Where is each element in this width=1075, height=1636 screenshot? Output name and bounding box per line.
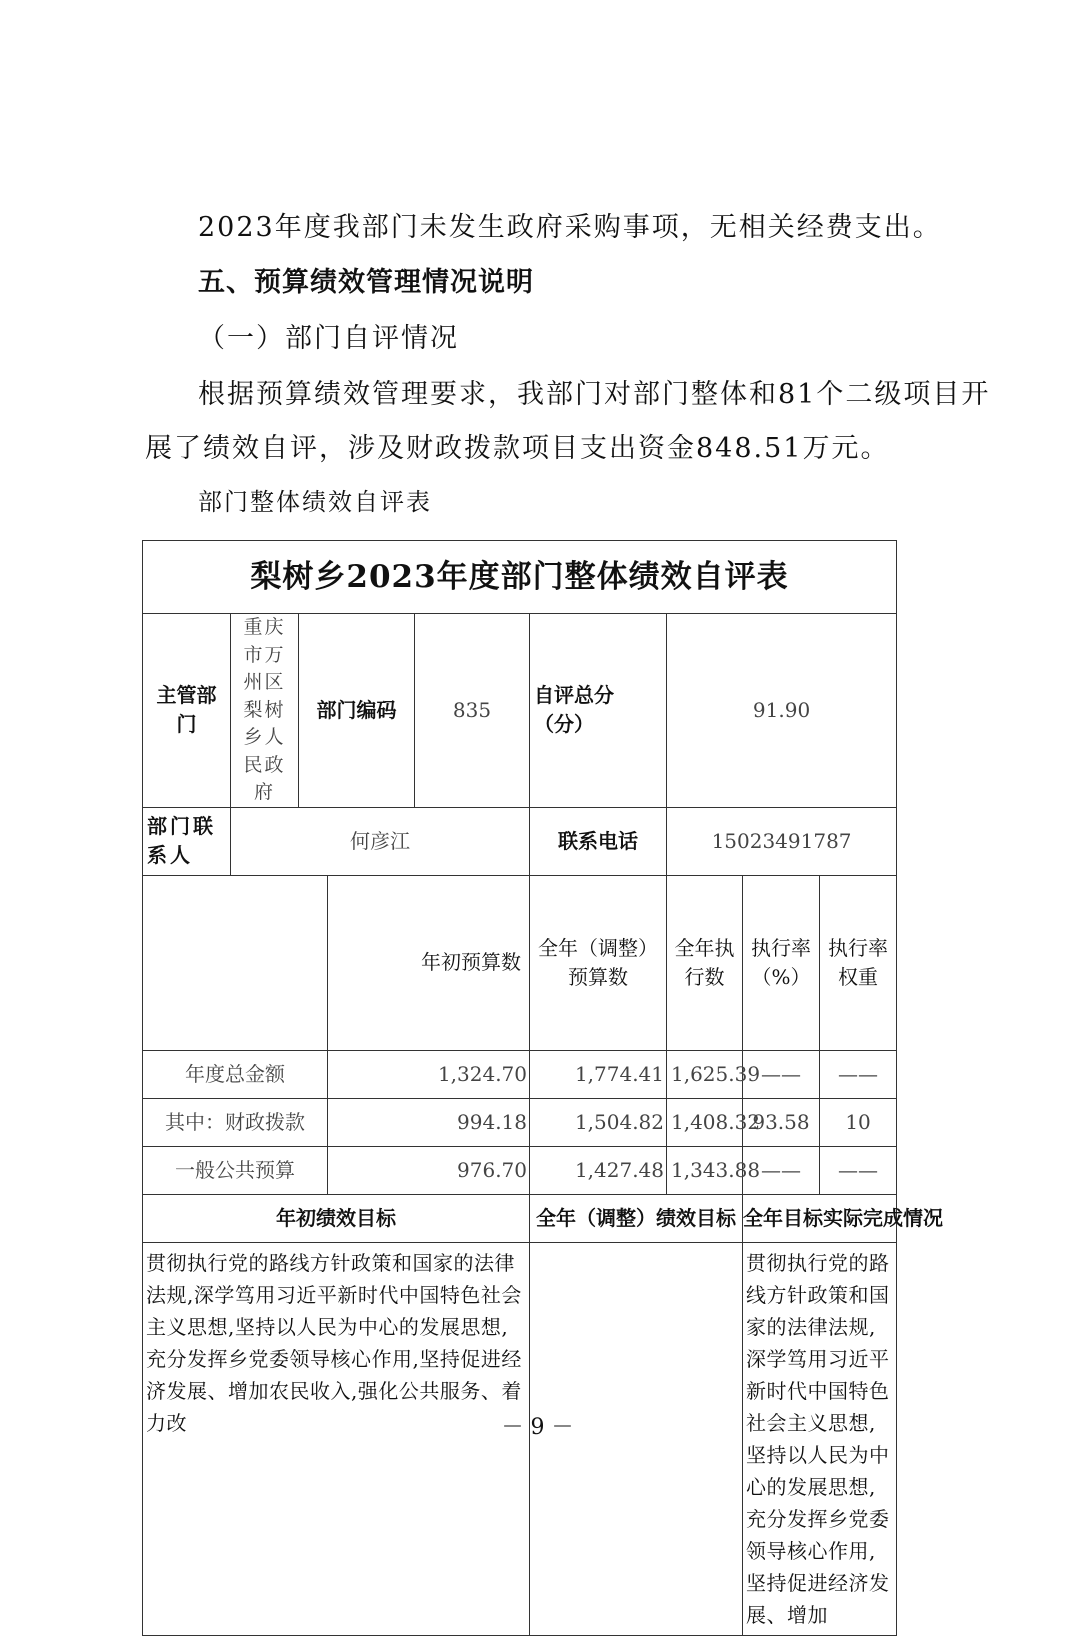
subsection-heading: （一）部门自评情况	[198, 323, 459, 354]
phone-value: 15023491787	[667, 807, 897, 875]
row-rate: ——	[743, 1050, 820, 1098]
table-row	[143, 1050, 897, 1098]
row-adjusted: 1,774.41	[530, 1050, 667, 1098]
code-value: 835	[415, 614, 530, 808]
contact-label: 部门联系人	[143, 807, 231, 875]
paragraph-procurement: 2023年度我部门未发生政府采购事项，无相关经费支出。	[198, 212, 942, 243]
table-title: 梨树乡2023年度部门整体绩效自评表	[143, 541, 897, 614]
score-label: 自评总分（分）	[530, 614, 667, 808]
paragraph-self-eval-line1: 根据预算绩效管理要求，我部门对部门整体和81个二级项目开	[198, 379, 991, 410]
row-executed: 1,625.39	[667, 1050, 743, 1098]
goal-header-initial: 年初绩效目标	[143, 1194, 530, 1242]
row-rate: ——	[743, 1146, 820, 1194]
row-weight: ——	[820, 1050, 897, 1098]
row-initial: 994.18	[328, 1098, 530, 1146]
header-initial-budget: 年初预算数	[328, 875, 530, 1050]
row-weight: ——	[820, 1146, 897, 1194]
row-executed: 1,343.88	[667, 1146, 743, 1194]
row-adjusted: 1,504.82	[530, 1098, 667, 1146]
dept-label: 主管部门	[143, 614, 231, 808]
header-adjusted-budget: 全年（调整）预算数	[530, 875, 667, 1050]
header-blank	[143, 875, 328, 1050]
paragraph-self-eval-line2: 展了绩效自评，涉及财政拨款项目支出资金848.51万元。	[145, 433, 890, 464]
header-rate-weight: 执行率权重	[820, 875, 897, 1050]
table-row	[143, 1146, 897, 1194]
row-executed: 1,408.32	[667, 1098, 743, 1146]
table-row	[143, 1098, 897, 1146]
contact-value: 何彦江	[231, 807, 530, 875]
score-value: 91.90	[667, 614, 897, 808]
row-name: 年度总金额	[143, 1050, 328, 1098]
section-heading: 五、预算绩效管理情况说明	[198, 267, 534, 298]
row-initial: 976.70	[328, 1146, 530, 1194]
table-caption: 部门整体绩效自评表	[198, 488, 432, 516]
row-rate: 93.58	[743, 1098, 820, 1146]
row-weight: 10	[820, 1098, 897, 1146]
header-exec-rate: 执行率（%）	[743, 875, 820, 1050]
code-label: 部门编码	[299, 614, 415, 808]
performance-table	[142, 540, 943, 1636]
phone-label: 联系电话	[530, 807, 667, 875]
row-adjusted: 1,427.48	[530, 1146, 667, 1194]
goal-initial-text: 贯彻执行党的路线方针政策和国家的法律法规,深学笃用习近平新时代中国特色社会主义思想,坚持以人民为中心的发展思想,充分发挥乡党委领导核心作用,坚持促进经济发展、增加农民收入,强化公共服务、着力改	[143, 1242, 530, 1635]
row-name: 其中：财政拨款	[143, 1098, 328, 1146]
goal-header-actual: 全年目标实际完成情况	[743, 1194, 897, 1242]
goal-actual-text: 贯彻执行党的路线方针政策和国家的法律法规,深学笃用习近平新时代中国特色社会主义思想,坚持以人民为中心的发展思想,充分发挥乡党委领导核心作用,坚持促进经济发展、增加	[743, 1242, 897, 1635]
goal-header-adjusted: 全年（调整）绩效目标	[530, 1194, 743, 1242]
dept-value: 重庆市万州区梨树乡人民政府	[231, 614, 299, 808]
row-name: 一般公共预算	[143, 1146, 328, 1194]
header-executed: 全年执行数	[667, 875, 743, 1050]
row-initial: 1,324.70	[328, 1050, 530, 1098]
page-number: － 9 －	[501, 1415, 574, 1440]
